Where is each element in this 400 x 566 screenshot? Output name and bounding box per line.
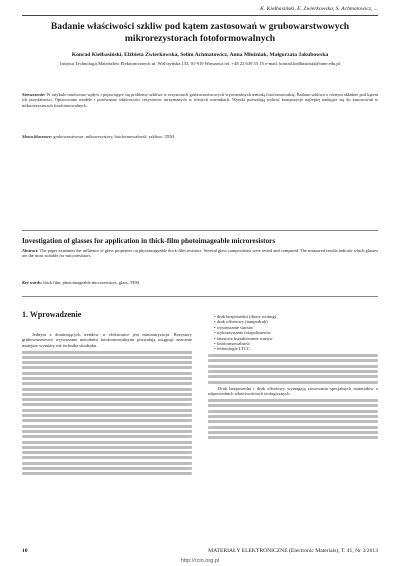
paragraph: Jednym z dominujących trendów w elektronice jest miniaturyzacja. Rezystory grubowarstwowe wytwarzane metodami fotoformowalnymi pozwalają osiągnąć znacznie mniejsze wymiary niż technika sitodruku. (22, 332, 192, 348)
list-item: • fotoformowalność (214, 341, 378, 346)
running-head: K. Kiełbasiński, E. Zwierkowska, S. Achmatowicz, ... (260, 6, 378, 12)
list-item: • druk offsetowy (tampodruk) (214, 319, 378, 324)
author-list: Konrad Kiełbasiński, Elżbieta Zwierkowska, Selim Achmatowicz, Anna Młożniak, Małgorzata Jakubowska (71, 52, 329, 58)
header-rule (22, 15, 378, 16)
abstract-en-text: The paper examines the influence of glass properties on photoimageable thick-film resistors. Several glass compositions were tested and compared. The measured results indicate which glasses are the most suitable for microresistors. (22, 248, 378, 259)
keywords-pl-label: Słowa kluczowe: (22, 134, 53, 139)
keywords-pl (22, 134, 378, 139)
list-item: • technologie LTCC (214, 346, 378, 351)
paragraph: Druk bezpośredni i druk offsetowy wymagają stosowania specjalnych materiałów o odpowiednich właściwościach reologicznych. (208, 385, 378, 397)
keywords-en-label: Key words: (22, 280, 43, 285)
list-item: • druk bezpośredni (direct writing) (214, 314, 378, 319)
journal-citation: MATERIAŁY ELEKTRONICZNE (Electronic Materials), T. 41, Nr 3/2013 (208, 548, 378, 554)
english-title: Investigation of glasses for application in thick-film photoimageable microresistors (22, 237, 276, 245)
section-heading: 1. Wprowadzenie (22, 310, 82, 319)
column-left (22, 332, 192, 478)
page-title: Badanie właściwości szkliw pod kątem zastosowań w grubowarstwowych mikrorezystorach fotoformowalnych (50, 21, 350, 44)
abstract-en (22, 248, 378, 259)
list-item: • laserowe kształtowanie warstw (214, 336, 378, 341)
abstract-en-label: Abstract: (22, 248, 39, 253)
keywords-en (22, 280, 378, 285)
column-right (208, 314, 378, 441)
page-footer (22, 548, 378, 554)
page-number: 10 (22, 548, 28, 554)
abstract-pl-text: W artykule omówiono wpływ i pojawiające się problemy szkliwa w rezystorach grubowarstwowych wytwarzanych metodą fotoformowalną. Badano szkliwa o różnym składzie pod kątem ich przydatności. Opracowano modele i porównano właściwości rezystorów otrzymanych w różnych warunkach. Wyniki pozwalają wybrać kompozycje najlepiej nadające się do zastosowań w mikrorezystorach fotoformowalnych. (22, 92, 378, 108)
list-item: • wytrawianie warstw (214, 325, 378, 330)
affiliation: Instytut Technologii Materiałów Elektronicznych ul. Wólczyńska 133, 01-919 Warszawa tel. +48 22 639 55 15 e-mail: konrad.kielbasinski@itme.edu.pl (60, 61, 340, 66)
abstract-pl (22, 92, 378, 108)
divider (22, 296, 378, 297)
keywords-en-text: thick film, photoimageable microresistors, glass, TEM (43, 280, 139, 285)
bullet-list (208, 314, 378, 352)
footer-url[interactable]: http://rcin.org.pl (180, 558, 220, 564)
keywords-pl-text: grubowarstwowe, mikrorezystory, fotoformowalność, szkliwo, TEM (53, 134, 174, 139)
list-item: • wykorzystanie fotopolimerów (214, 330, 378, 335)
abstract-pl-label: Streszczenie: (22, 92, 46, 97)
divider (22, 230, 378, 231)
